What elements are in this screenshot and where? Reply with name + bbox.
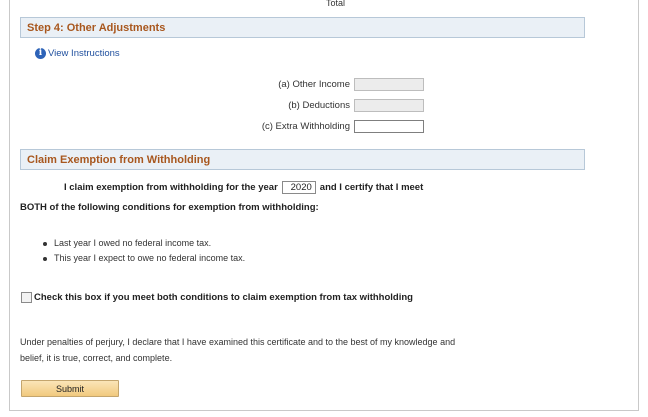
step4-header: Step 4: Other Adjustments: [20, 17, 585, 38]
extra-withholding-label: (c) Extra Withholding: [261, 120, 350, 132]
exemption-checkbox-label[interactable]: Check this box if you meet both conditions to claim exemption from tax withholding: [34, 291, 413, 303]
list-item: [43, 251, 245, 266]
extra-withholding-row: [262, 118, 424, 134]
claim-conditions-intro: BOTH of the following conditions for exemption from withholding:: [20, 202, 319, 213]
deductions-row: [288, 97, 424, 113]
exemption-header: Claim Exemption from Withholding: [20, 149, 585, 170]
info-icon: i: [35, 48, 46, 59]
other-income-label: (a) Other Income: [278, 78, 350, 90]
condition-text: Last year I owed no federal income tax.: [54, 238, 212, 248]
claim-prefix: I claim exemption from withholding for the year: [64, 181, 278, 193]
condition-text: This year I expect to owe no federal income tax.: [54, 253, 246, 263]
view-instructions-link[interactable]: [35, 46, 120, 60]
deductions-label: (b) Deductions: [288, 99, 350, 111]
deductions-input[interactable]: [354, 99, 424, 112]
list-item: [43, 236, 245, 251]
claim-suffix: and I certify that I meet: [319, 181, 424, 193]
extra-withholding-input[interactable]: [354, 120, 424, 133]
perjury-statement: Under penalties of perjury, I declare that I have examined this certificate and to the best of my knowledge and belief, it is true, correct, and complete.: [20, 337, 456, 363]
other-income-row: [278, 76, 424, 92]
exemption-checkbox-row: [21, 290, 413, 304]
view-instructions-label: View Instructions: [48, 47, 120, 59]
submit-button[interactable]: Submit: [21, 380, 119, 397]
conditions-list: [43, 236, 245, 266]
other-income-input[interactable]: [354, 78, 424, 91]
bullet-icon: [43, 257, 47, 261]
claim-statement: [64, 179, 423, 195]
bullet-icon: [43, 242, 47, 246]
exemption-checkbox[interactable]: [21, 292, 32, 303]
exemption-year-input[interactable]: [282, 181, 316, 194]
total-label: Total: [326, 0, 346, 8]
